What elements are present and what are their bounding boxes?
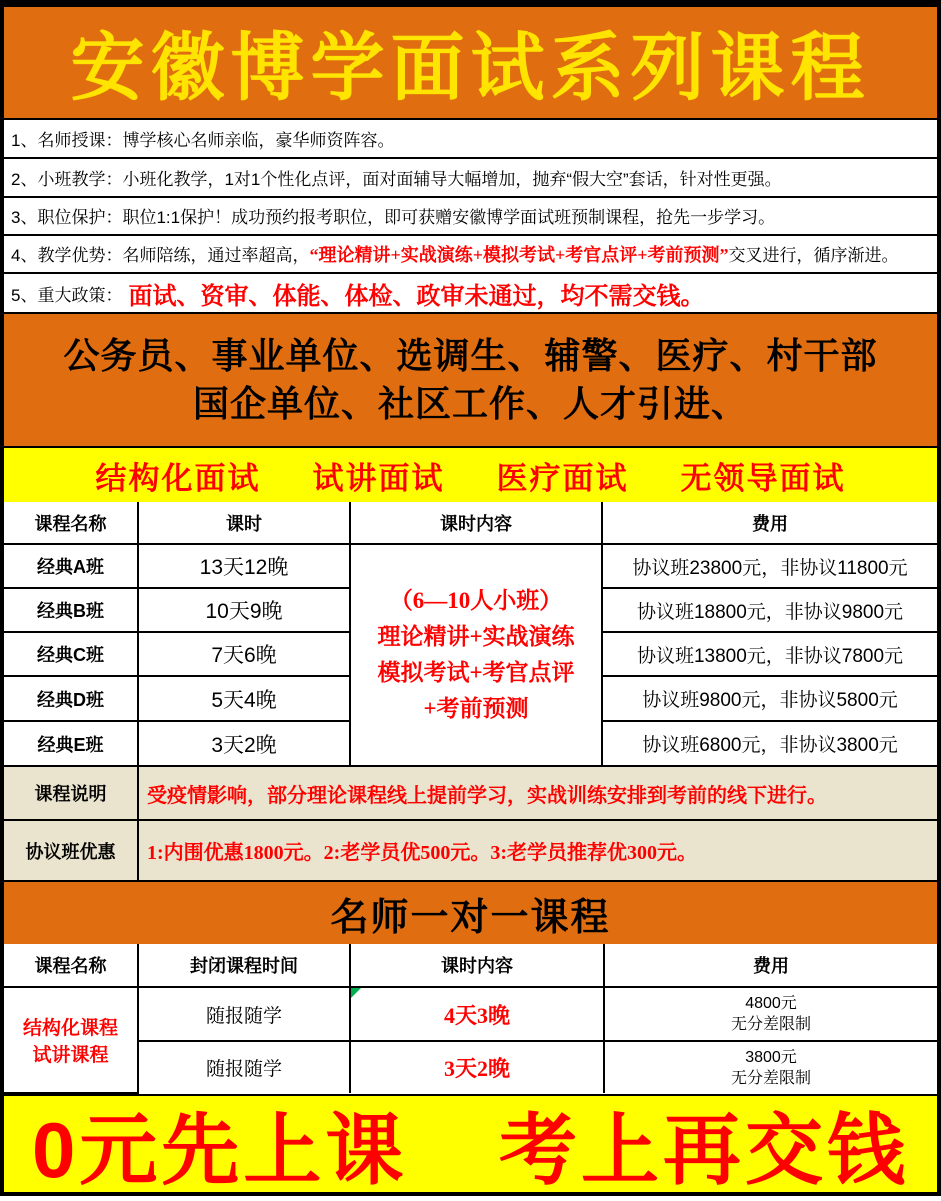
class-name-e: 经典E班 xyxy=(4,721,138,766)
class-name-d: 经典D班 xyxy=(4,676,138,721)
class-name-b: 经典B班 xyxy=(4,588,138,632)
one-price-1 xyxy=(604,987,937,1041)
enroll-time-1: 随报随学 xyxy=(138,987,350,1041)
audience-band xyxy=(4,312,937,446)
enroll-time-2: 随报随学 xyxy=(138,1041,350,1093)
interview-type-4: 无领导面试 xyxy=(680,460,846,496)
class-price-d: 协议班9800元，非协议5800元 xyxy=(602,676,937,721)
class-duration-d: 5天4晚 xyxy=(138,676,350,721)
slogan-part-1: 0元先上课 xyxy=(32,1106,408,1195)
feature-row-4 xyxy=(4,234,937,272)
col-header-course-name-2: 课程名称 xyxy=(4,944,138,987)
interview-type-1: 结构化面试 xyxy=(95,460,261,496)
course-table-header-row xyxy=(4,502,937,544)
page-title: 安徽博学面试系列课程 xyxy=(70,28,871,111)
one-price-2-amount: 3800元 xyxy=(745,1048,797,1066)
one-on-one-title: 名师一对一课程 xyxy=(330,896,611,939)
one-duration-2: 3天2晚 xyxy=(350,1041,604,1093)
one-price-2 xyxy=(604,1041,937,1093)
feature-text-3: 3、职位保护：职位1:1保护！成功预约报考职位，即可获赠安徽博学面试班预制课程，抢先一步学习。 xyxy=(11,208,776,228)
discount-text: 1:内围优惠1800元。2:老学员优500元。3:老学员推荐优300元。 xyxy=(138,820,937,880)
course-table xyxy=(4,502,937,880)
course-content-cell xyxy=(350,544,602,766)
one-price-2-note: 无分差限制 xyxy=(730,1069,811,1087)
note-text: 受疫情影响，部分理论课程线上提前学习，实战训练安排到考前的线下进行。 xyxy=(138,766,937,820)
audience-line-2: 国企单位、社区工作、人才引进、 xyxy=(192,383,748,425)
class-duration-c: 7天6晚 xyxy=(138,632,350,676)
feature-row-1 xyxy=(4,118,937,157)
one-on-one-table xyxy=(4,944,937,1094)
course-note-row xyxy=(4,766,937,820)
content-line-1: （6—10人小班） xyxy=(389,588,563,614)
interview-type-2: 试讲面试 xyxy=(312,460,445,496)
feature-text-4-highlight: “理论精讲+实战演练+模拟考试+考官点评+考前预测” xyxy=(309,244,729,265)
course-name-structured: 结构化课程 xyxy=(22,1018,118,1040)
discount-row xyxy=(4,820,937,880)
discount-label: 协议班优惠 xyxy=(4,820,138,880)
col-header-fee-2: 费用 xyxy=(604,944,937,987)
feature-text-4-post: 交叉进行，循序渐进。 xyxy=(728,246,899,266)
class-duration-e: 3天2晚 xyxy=(138,721,350,766)
col-header-content: 课时内容 xyxy=(350,502,602,544)
feature-text-1: 1、名师授课：博学核心名师亲临，豪华师资阵容。 xyxy=(11,130,395,150)
class-name-a: 经典A班 xyxy=(4,544,138,588)
table-row xyxy=(4,987,937,1041)
table-row xyxy=(4,544,937,588)
feature-text-5-highlight: 面试、资审、体能、体检、政审未通过，均不需交钱。 xyxy=(128,283,705,310)
one-on-one-course-names xyxy=(4,987,138,1093)
feature-row-3 xyxy=(4,196,937,234)
interview-types-band xyxy=(4,446,937,502)
course-name-lecture: 试讲课程 xyxy=(32,1045,109,1067)
class-price-a: 协议班23800元，非协议11800元 xyxy=(602,544,937,588)
audience-line-1: 公务员、事业单位、选调生、辅警、医疗、村干部 xyxy=(63,335,878,377)
col-header-hours: 课时 xyxy=(138,502,350,544)
content-line-3: 模拟考试+考官点评 xyxy=(377,660,575,686)
one-duration-1-text: 4天3晚 xyxy=(443,1002,510,1028)
interview-type-3: 医疗面试 xyxy=(496,460,629,496)
content-line-4: +考前预测 xyxy=(423,696,529,722)
col-header-content-2: 课时内容 xyxy=(350,944,604,987)
col-header-schedule: 封闭课程时间 xyxy=(138,944,350,987)
slogan-part-2: 考上再交钱 xyxy=(498,1106,909,1195)
one-on-one-band xyxy=(4,880,937,944)
title-band xyxy=(4,7,937,118)
col-header-course-name: 课程名称 xyxy=(4,502,138,544)
class-price-c: 协议班13800元，非协议7800元 xyxy=(602,632,937,676)
class-name-c: 经典C班 xyxy=(4,632,138,676)
feature-row-2 xyxy=(4,157,937,196)
class-duration-a: 13天12晚 xyxy=(138,544,350,588)
feature-text-5-label: 5、重大政策： xyxy=(11,285,123,305)
one-price-1-note: 无分差限制 xyxy=(730,1016,811,1034)
class-price-e: 协议班6800元，非协议3800元 xyxy=(602,721,937,766)
table-row xyxy=(4,1041,937,1093)
feature-text-4-pre: 4、教学优势：名师陪练，通过率超高， xyxy=(11,246,310,266)
feature-text-2: 2、小班教学：小班化教学，1对1个性化点评，面对面辅导大幅增加，抛弃“假大空”套话，针对性更强。 xyxy=(11,169,782,189)
one-price-1-amount: 4800元 xyxy=(745,995,797,1013)
class-duration-b: 10天9晚 xyxy=(138,588,350,632)
col-header-fee: 费用 xyxy=(602,502,937,544)
one-on-one-header-row xyxy=(4,944,937,987)
content-line-2: 理论精讲+实战演练 xyxy=(377,624,575,650)
slogan-band xyxy=(4,1094,937,1195)
feature-row-5 xyxy=(4,272,937,313)
one-duration-1 xyxy=(350,987,604,1041)
class-price-b: 协议班18800元，非协议9800元 xyxy=(602,588,937,632)
cell-comment-marker-icon xyxy=(351,988,361,998)
note-label: 课程说明 xyxy=(4,766,138,820)
